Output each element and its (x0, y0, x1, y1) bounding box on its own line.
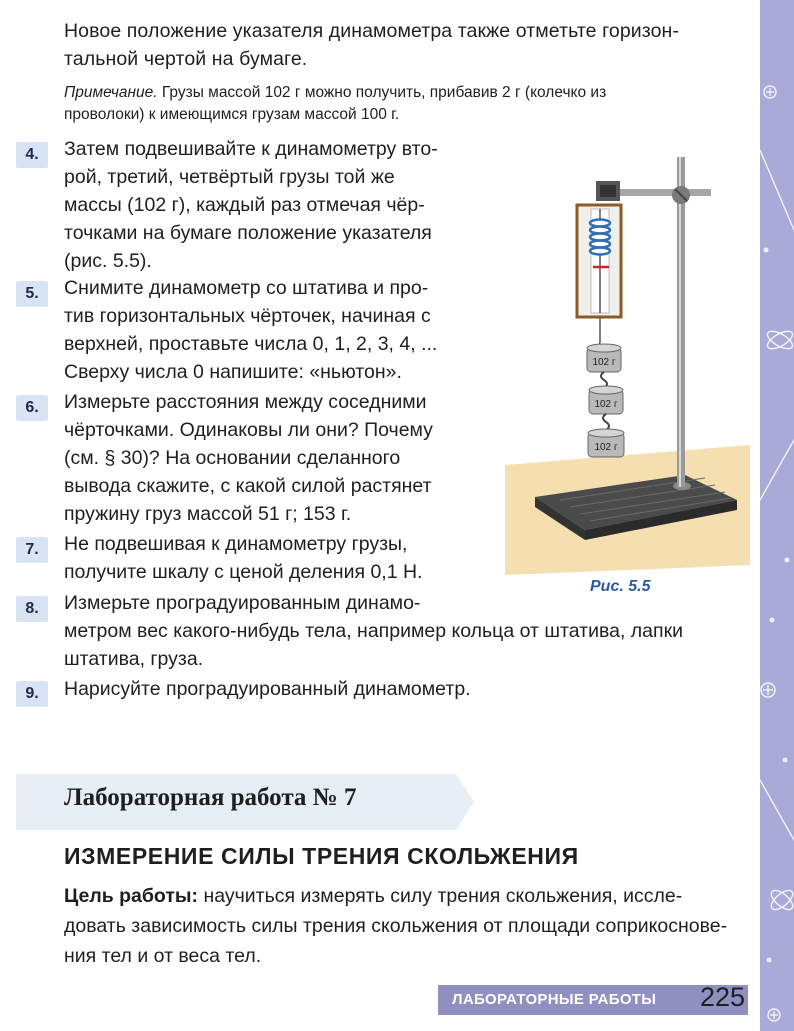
goal-line: ния тел и от веса тел. (64, 945, 262, 967)
step-line: верхней, проставьте числа 0, 1, 2, 3, 4, ... (64, 333, 438, 355)
step-line: Затем подвешивайте к динамометру вто- (64, 138, 438, 160)
step-line: рой, третий, четвёртый грузы той же (64, 166, 395, 188)
note-line: проволоки) к имеющимся грузам массой 100 г. (64, 106, 400, 123)
weight-label: 102 г (594, 442, 618, 453)
step-8-text (64, 589, 744, 673)
lab-heading: ИЗМЕРЕНИЕ СИЛЫ ТРЕНИЯ СКОЛЬЖЕНИЯ (64, 843, 579, 869)
step-line: вывода скажите, с какой силой растянет (64, 475, 432, 497)
step-5-text (64, 274, 476, 386)
goal-line: научиться измерять силу трения скольжения, иссле- (198, 885, 683, 907)
figure-dynamometer-stand (505, 145, 750, 585)
step-line: Снимите динамометр со штатива и про- (64, 277, 429, 299)
step-line: точками на бумаге положение указателя (64, 222, 432, 244)
intro-line: тальной чертой на бумаге. (64, 48, 308, 70)
weight-label: 102 г (594, 399, 618, 410)
intro-line: Новое положение указателя динамометра также отметьте горизон- (64, 20, 680, 42)
weight-3 (588, 429, 624, 457)
footer-section-label: ЛАБОРАТОРНЫЕ РАБОТЫ (452, 991, 657, 1008)
step-4-text (64, 135, 476, 275)
step-line: Нарисуйте проградуированный динамометр. (64, 678, 471, 700)
step-line: (см. § 30)? На основании сделанного (64, 447, 401, 469)
step-line: Измерьте расстояния между соседними (64, 391, 427, 413)
step-number-badge: 9. (16, 681, 48, 707)
step-line: получите шкалу с ценой деления 0,1 Н. (64, 561, 423, 583)
step-6-text (64, 388, 476, 528)
lab-title: Лабораторная работа № 7 (64, 784, 357, 811)
step-line: чёрточками. Одинаковы ли они? Почему (64, 419, 433, 441)
note-label: Примечание. (64, 84, 158, 101)
lab-banner-arrow (456, 774, 474, 830)
step-line: тив горизонтальных чёрточек, начиная с (64, 305, 431, 327)
note-line: Грузы массой 102 г можно получить, прибавив 2 г (колечко из (157, 84, 607, 101)
dynamometer (577, 205, 621, 317)
note-paragraph (64, 82, 740, 126)
goal-paragraph (64, 881, 740, 971)
goal-line: довать зависимость силы трения скольжения от площади соприкоснове- (64, 915, 728, 937)
weight-2 (589, 386, 623, 414)
step-line: (рис. 5.5). (64, 250, 152, 272)
atom-pattern-icon (760, 0, 794, 1031)
step-9-text (64, 675, 744, 703)
step-line: метром вес какого-нибудь тела, например кольца от штатива, лапки (64, 620, 684, 642)
clamp-arm (615, 189, 711, 196)
intro-paragraph (64, 17, 740, 73)
step-number-badge: 4. (16, 142, 48, 168)
step-number-badge: 5. (16, 281, 48, 307)
step-line: массы (102 г), каждый раз отмечая чёр- (64, 194, 425, 216)
weight-1 (587, 344, 621, 372)
step-number-badge: 6. (16, 395, 48, 421)
step-line: пружину груз массой 51 г; 153 г. (64, 503, 352, 525)
figure-caption: Рис. 5.5 (590, 578, 651, 595)
weight-label: 102 г (592, 357, 616, 368)
side-decor-strip (760, 0, 794, 1031)
step-line: штатива, груза. (64, 648, 204, 670)
goal-label: Цель работы: (64, 885, 199, 907)
step-line: Измерьте проградуированным динамо- (64, 592, 421, 614)
step-line: Не подвешивая к динамометру грузы, (64, 533, 408, 555)
step-number-badge: 7. (16, 537, 48, 563)
step-number-badge: 8. (16, 596, 48, 622)
step-line: Сверху числа 0 напишите: «ньютон». (64, 361, 402, 383)
step-7-text (64, 530, 476, 586)
page-number: 225 (700, 982, 746, 1012)
